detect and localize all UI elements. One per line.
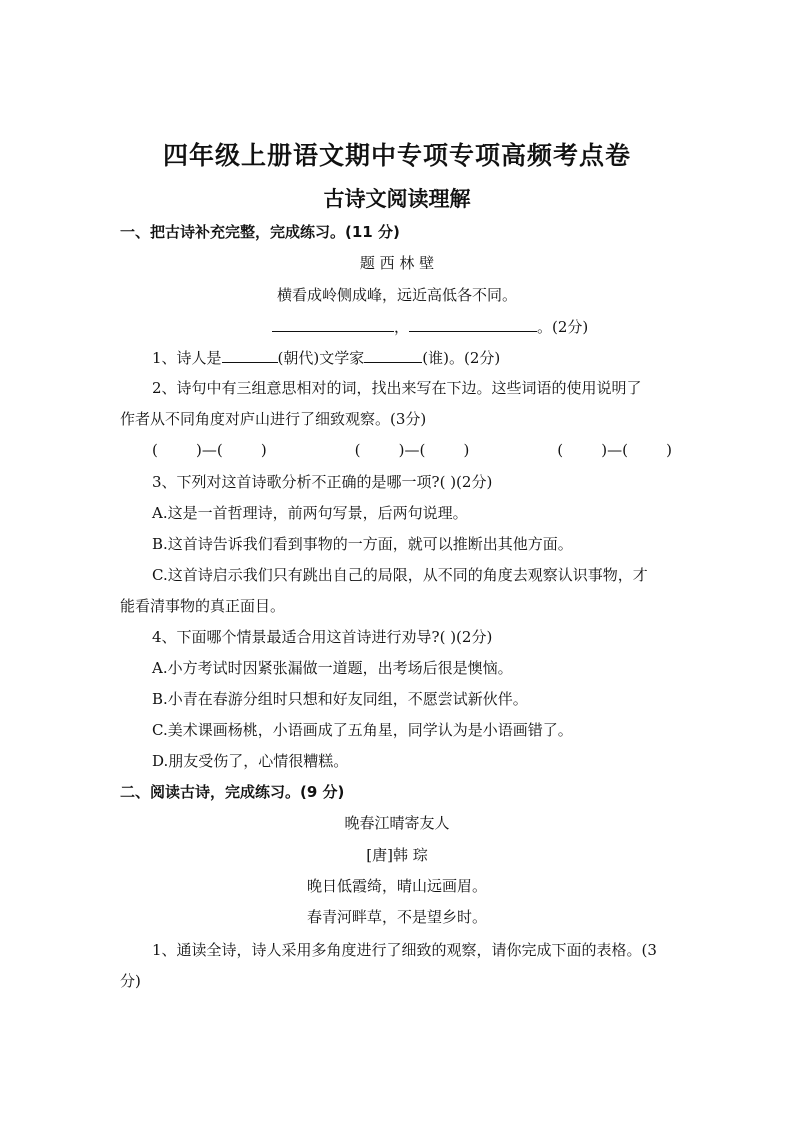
blank-score: 。(2分) bbox=[537, 318, 589, 336]
poem2-line1: 晚日低霞绮，晴山远画眉。 bbox=[306, 877, 487, 895]
q3-option-a: A.这是一首哲理诗，前两句写景，后两句说理。 bbox=[152, 504, 468, 522]
antonym-pair-blank[interactable]: ( )—( ) bbox=[557, 441, 672, 459]
antonym-pair-blank[interactable]: ( )—( ) bbox=[152, 441, 267, 459]
section1-heading: 一、把古诗补充完整，完成练习。(11 分) bbox=[120, 223, 400, 241]
poem2-author: [唐]韩 琮 bbox=[366, 846, 428, 864]
q4-option-a: A.小方考试时因紧张漏做一道题，出考场后很是懊恼。 bbox=[152, 659, 513, 677]
s1-question2-line1: 2、诗句中有三组意思相对的词，找出来写在下边。这些词语的使用说明了 bbox=[152, 379, 642, 397]
section2-heading: 二、阅读古诗，完成练习。(9 分) bbox=[120, 783, 345, 801]
q3-option-b: B.这首诗告诉我们看到事物的一方面，就可以推断出其他方面。 bbox=[152, 535, 573, 553]
page-title: 四年级上册语文期中专项专项高频考点卷 bbox=[162, 141, 631, 170]
page-subtitle: 古诗文阅读理解 bbox=[323, 187, 471, 211]
q4-option-c: C.美术课画杨桃，小语画成了五角星，同学认为是小语画错了。 bbox=[152, 721, 573, 739]
s2-question1-line1: 1、通读全诗，诗人采用多角度进行了细致的观察，请你完成下面的表格。(3 bbox=[152, 941, 657, 959]
poem1-line1: 横看成岭侧成峰，远近高低各不同。 bbox=[276, 286, 517, 304]
q4-option-d: D.朋友受伤了，心情很糟糕。 bbox=[152, 752, 349, 770]
q3-option-c-line1: C.这首诗启示我们只有跳出自己的局限，从不同的角度去观察认识事物，才 bbox=[152, 566, 648, 584]
author-blank[interactable] bbox=[364, 347, 422, 363]
q1-prefix: 1、诗人是 bbox=[152, 349, 222, 367]
s1-question3: 3、下列对这首诗歌分析不正确的是哪一项?( )(2分) bbox=[152, 473, 493, 491]
s1-question1 bbox=[152, 347, 500, 368]
q4-option-b: B.小青在春游分组时只想和好友同组，不愿尝试新伙伴。 bbox=[152, 690, 528, 708]
antonym-pairs-row bbox=[152, 440, 672, 460]
s1-question2-line2: 作者从不同角度对庐山进行了细致观察。(3分) bbox=[120, 410, 427, 428]
q1-middle: (朝代)文学家 bbox=[277, 349, 365, 367]
poem1-blank-line bbox=[272, 316, 588, 337]
dynasty-blank[interactable] bbox=[222, 347, 278, 363]
q1-suffix: (谁)。(2分) bbox=[422, 349, 501, 367]
poem2-title: 晚春江晴寄友人 bbox=[344, 814, 450, 832]
antonym-pair-blank[interactable]: ( )—( ) bbox=[354, 441, 470, 459]
q3-option-c-line2: 能看清事物的真正面目。 bbox=[120, 597, 286, 615]
blank-separator: ， bbox=[394, 318, 410, 336]
poem2-line2: 春青河畔草，不是望乡时。 bbox=[306, 908, 487, 926]
fill-blank[interactable] bbox=[409, 316, 537, 332]
s2-question1-line2: 分) bbox=[120, 972, 141, 990]
fill-blank[interactable] bbox=[272, 316, 394, 332]
poem1-title: 题 西 林 壁 bbox=[359, 254, 435, 272]
s1-question4: 4、下面哪个情景最适合用这首诗进行劝导?( )(2分) bbox=[152, 628, 493, 646]
